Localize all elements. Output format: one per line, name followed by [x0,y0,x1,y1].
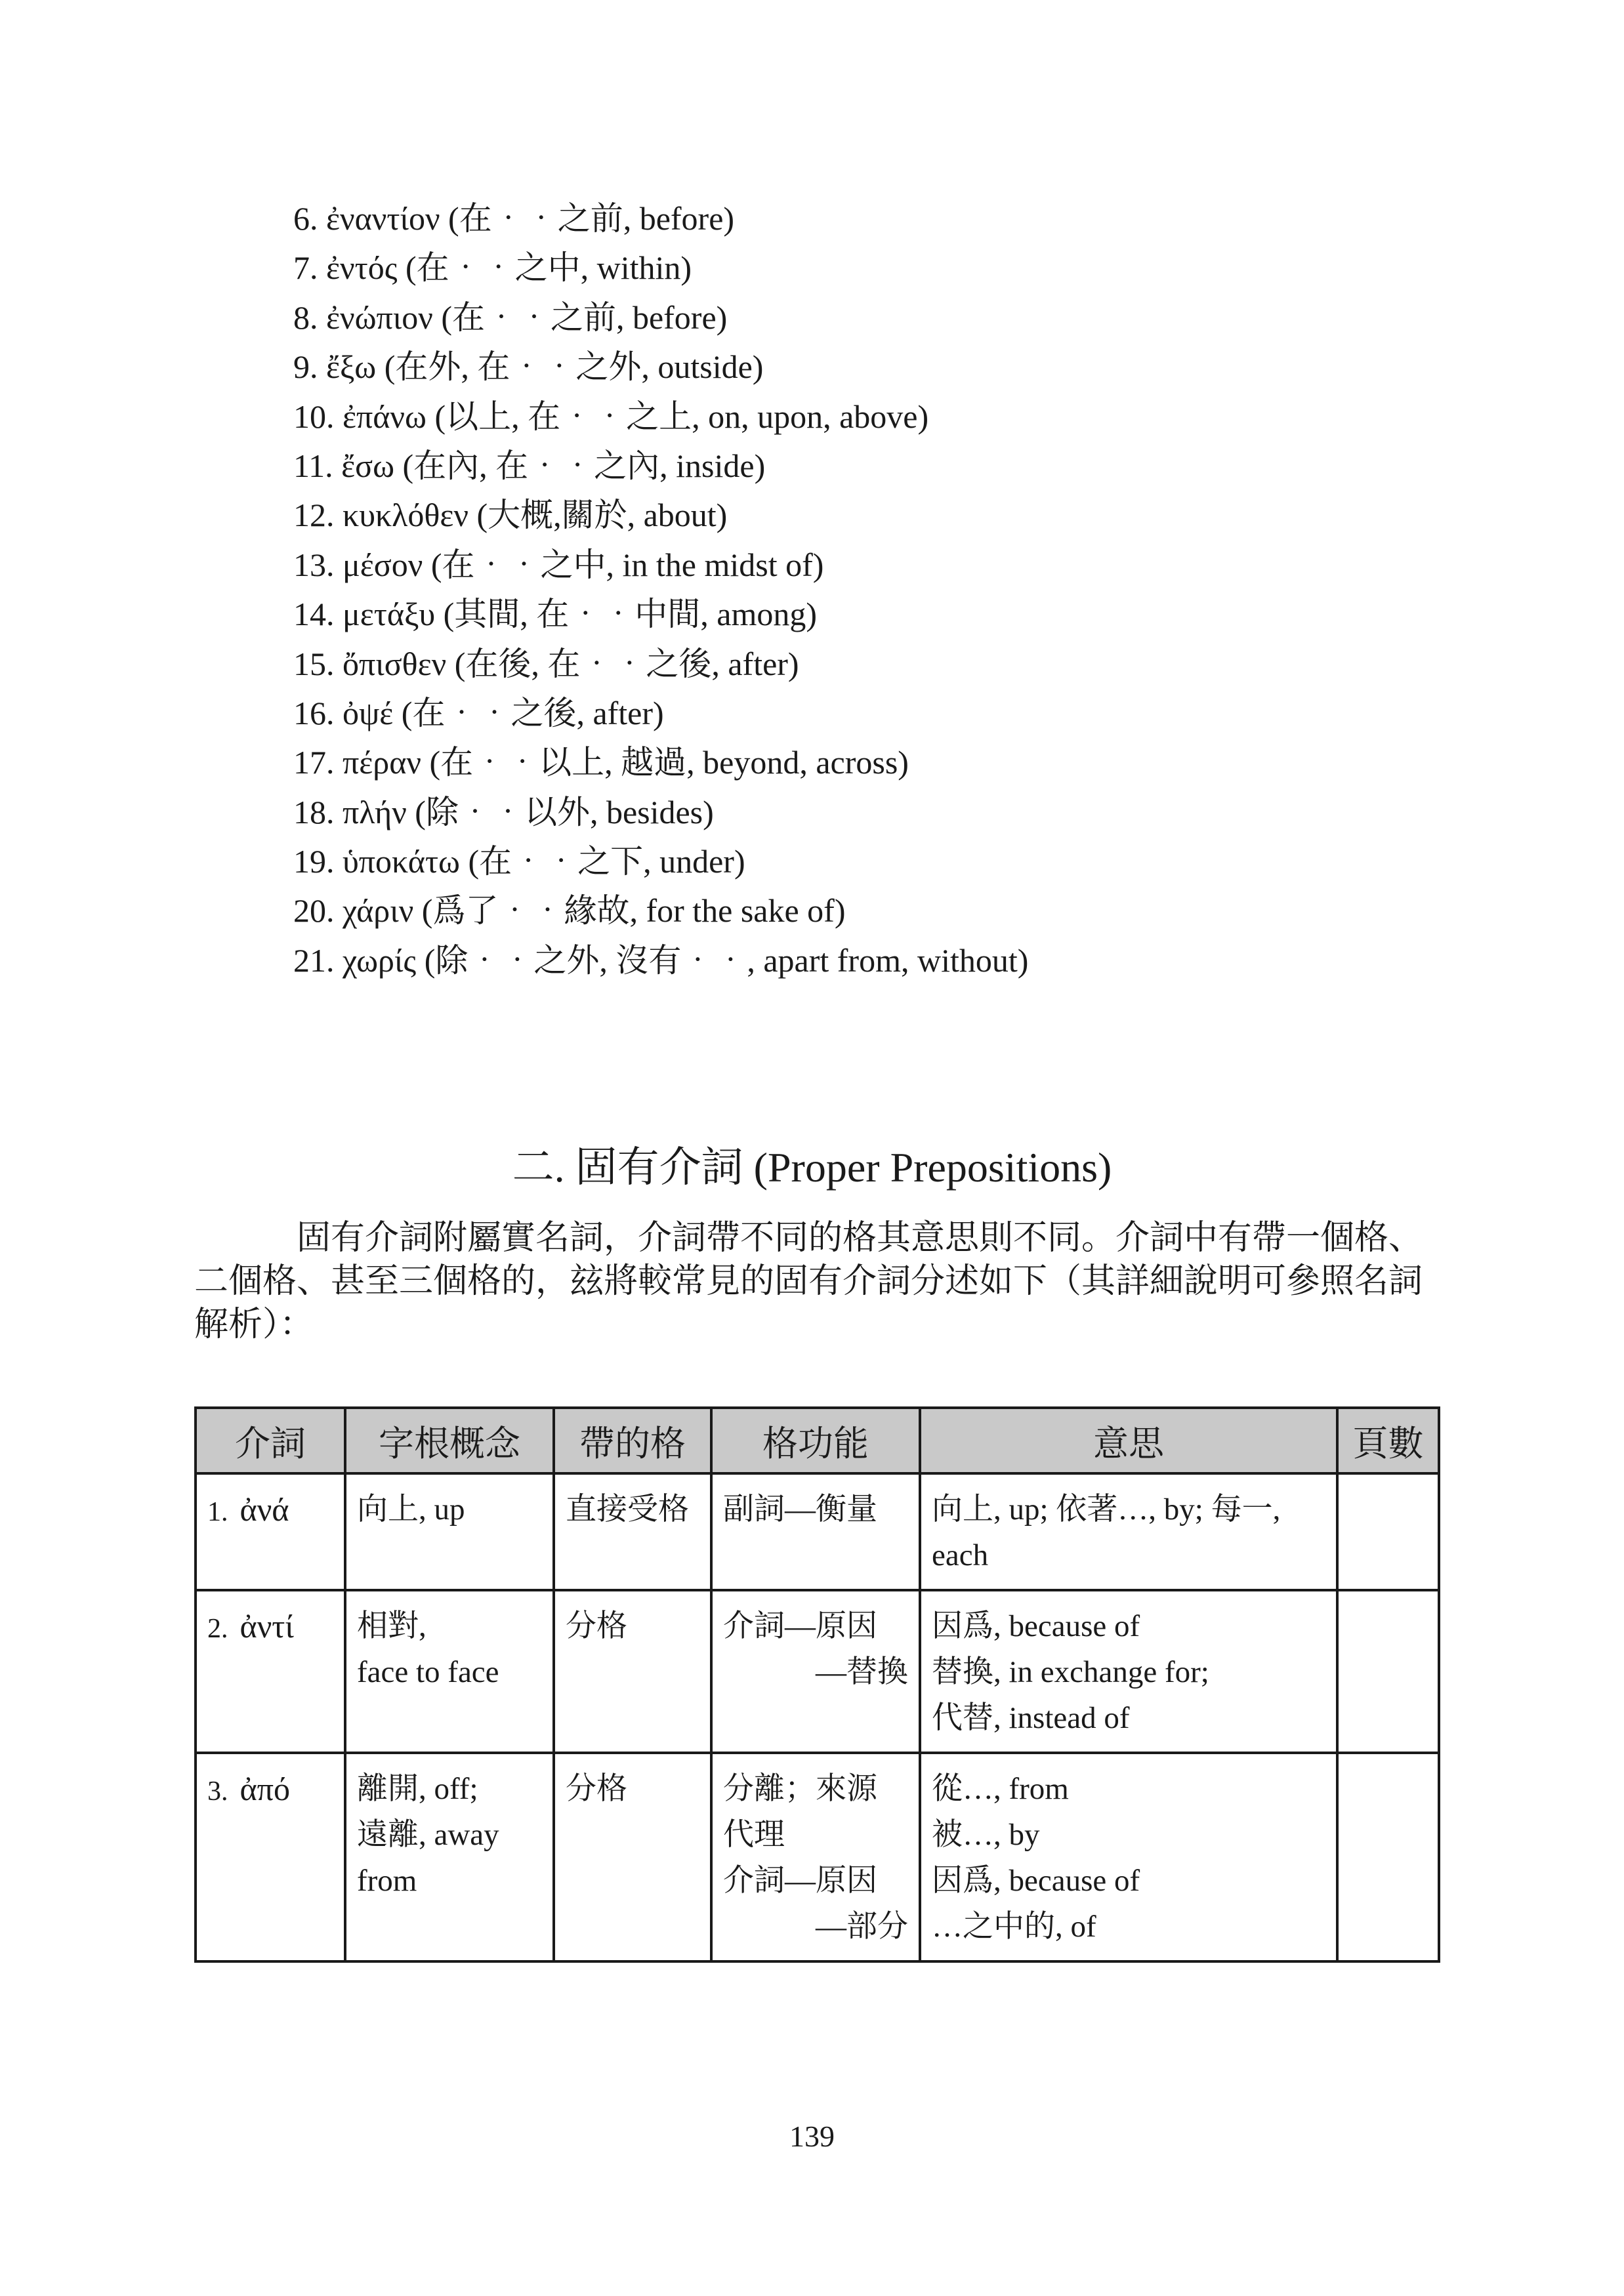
table-row [196,1753,1439,1961]
cell-line: 被…, by [932,1818,1040,1852]
table-row [196,1473,1439,1590]
cell-line: —部分 [816,1910,908,1944]
greek-preposition: ἀνά [239,1491,289,1528]
row-number: 1. [207,1497,228,1527]
list-item: 11. ἔσω (在內, 在‧‧之內, inside) [293,447,766,484]
case-cell [554,1473,711,1590]
intro-paragraph: 固有介詞附屬實名詞，介詞帶不同的格其意思則不同。介詞中有帶一個格、二個格、甚至三個格的，玆將較常見的固有介詞分述如下（其詳細說明可參照名詞解析）： [194,1220,1423,1343]
case-cell [554,1590,711,1753]
case-function-cell [711,1473,920,1590]
preposition-cell [196,1753,345,1961]
meaning-cell [920,1473,1337,1590]
row-number: 2. [207,1614,228,1644]
case-function-cell [711,1753,920,1961]
cell-line: 向上, up; 依著…, by; 每一, [932,1492,1281,1527]
table-row [196,1590,1439,1753]
preposition-cell [196,1473,345,1590]
cell-line: face to face [357,1655,499,1689]
list-item: 14. μετάξυ (其間, 在‧‧中間, among) [293,596,818,633]
greek-preposition: ἀπό [239,1771,290,1807]
list-item: 8. ἐνώπιον (在‧‧之前, before) [293,298,728,336]
page-number: 139 [789,2120,835,2153]
cell-line: 介詞—原因 [723,1609,877,1643]
greek-preposition: ἀντί [239,1608,294,1645]
cell-line: 因爲, because of [932,1609,1140,1643]
header-meaning: 意思 [920,1408,1337,1473]
table-body [196,1473,1439,1961]
cell-line: 替換, in exchange for; [932,1655,1209,1689]
root-concept-cell [345,1590,554,1753]
header-case: 帶的格 [554,1408,711,1473]
proper-prepositions-table [194,1406,1440,1963]
cell-line: 遠離, away [357,1818,499,1852]
adverbial-preposition-list [293,194,1028,985]
list-item: 19. ὑποκάτω (在‧‧之下, under) [293,843,745,880]
preposition-cell [196,1590,345,1753]
list-item: 15. ὄπισθεν (在後, 在‧‧之後, after) [293,645,799,682]
cell-line: 介詞—原因 [723,1864,877,1898]
list-item: 16. ὀψέ (在‧‧之後, after) [293,694,664,731]
list-item: 6. ἐναντίον (在‧‧之前, before) [293,200,735,237]
cell-line: 副詞—衡量 [723,1492,877,1527]
list-item: 10. ἐπάνω (以上, 在‧‧之上, on, upon, above) [293,398,929,435]
cell-line: each [932,1538,989,1572]
root-concept-cell [345,1753,554,1961]
page-cell [1337,1473,1439,1590]
case-text: 分格 [566,1609,627,1643]
header-page: 頁數 [1337,1408,1439,1473]
list-item: 18. πλήν (除‧‧以外, besides) [293,793,714,830]
cell-line: 分離；來源 [723,1772,877,1806]
table-header-row [196,1408,1439,1473]
cell-line: 向上, up [357,1492,465,1527]
cell-line: …之中的, of [932,1910,1096,1944]
cell-line: 從…, from [932,1772,1069,1806]
cell-line: —替換 [816,1655,908,1689]
cell-line: 代理 [723,1818,785,1852]
meaning-cell [920,1590,1337,1753]
case-text: 分格 [566,1772,627,1806]
cell-line: 因爲, because of [932,1864,1140,1898]
row-number: 3. [207,1776,228,1807]
header-preposition: 介詞 [196,1408,345,1473]
meaning-cell [920,1753,1337,1961]
page-cell [1337,1753,1439,1961]
cell-line: 相對, [357,1609,427,1643]
list-item: 20. χάριν (爲了‧‧緣故, for the sake of) [293,892,846,930]
cell-line: 代替, instead of [932,1701,1130,1735]
cell-line: from [357,1864,417,1898]
case-cell [554,1753,711,1961]
case-text: 直接受格 [566,1492,689,1527]
list-item: 21. χωρίς (除‧‧之外, 沒有‧‧, apart from, without) [293,941,1029,979]
list-item: 7. ἐντός (在‧‧之中, within) [293,249,692,287]
section-title: 二. 固有介詞 (Proper Prepositions) [512,1144,1112,1191]
list-item: 17. πέραν (在‧‧以上, 越過, beyond, across) [293,744,909,781]
list-item: 9. ἔξω (在外, 在‧‧之外, outside) [293,348,764,386]
page-cell [1337,1590,1439,1753]
header-case-function: 格功能 [711,1408,920,1473]
list-item: 12. κυκλόθεν (大概,關於, about) [293,497,728,534]
root-concept-cell [345,1473,554,1590]
case-function-cell [711,1590,920,1753]
header-root-concept: 字根概念 [345,1408,554,1473]
cell-line: 離開, off; [357,1772,478,1806]
list-item: 13. μέσον (在‧‧之中, in the midst of) [293,546,824,583]
